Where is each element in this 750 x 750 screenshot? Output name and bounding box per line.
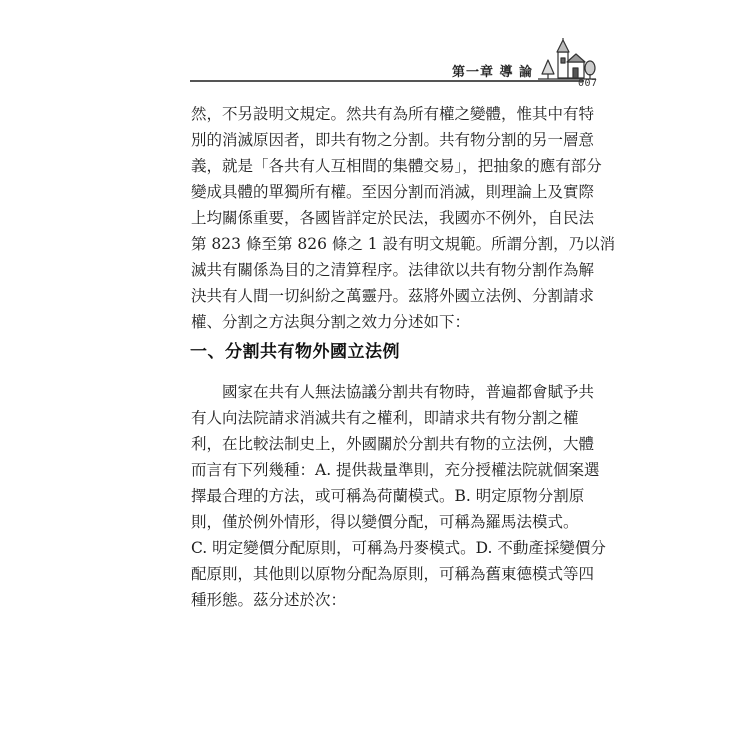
text-line: 第 823 條至第 826 條之 1 設有明文規範。所謂分割，乃以消 (191, 235, 616, 253)
text-line: 而言有下列幾種：A. 提供裁量準則，充分授權法院就個案選 (191, 461, 600, 479)
text-line: 權、分割之方法與分割之效力分述如下： (191, 313, 471, 331)
church-icon (536, 38, 596, 82)
text-line: 則，僅於例外情形，得以變價分配，可稱為羅馬法模式。 (191, 513, 579, 531)
text-line: 滅共有關係為目的之清算程序。法律欲以共有物分割作為解 (191, 261, 595, 279)
text-line: 國家在共有人無法協議分割共有物時，普遍都會賦予共 (222, 383, 595, 401)
text-line: 利，在比較法制史上，外國關於分割共有物的立法例，大體 (191, 435, 595, 453)
text-line: 配原則，其他則以原物分配為原則，可稱為舊東德模式等四 (191, 565, 595, 583)
running-header-title: 第一章 導 論 (452, 65, 534, 80)
text-line: C. 明定變價分配原則，可稱為丹麥模式。D. 不動產採變價分 (191, 539, 606, 557)
text-line: 變成具體的單獨所有權。至因分割而消滅，則理論上及實際 (191, 183, 595, 201)
header-rule (190, 80, 584, 82)
text-line: 義，就是「各共有人互相間的集體交易」，把抽象的應有部分 (191, 157, 602, 175)
text-line: 種形態。茲分述於次： (191, 591, 347, 609)
text-line: 擇最合理的方法，或可稱為荷蘭模式。B. 明定原物分割原 (191, 487, 585, 505)
text-line: 然，不另設明文規定。然共有為所有權之變體，惟其中有特 (191, 105, 595, 123)
text-line: 別的消滅原因者，即共有物之分割。共有物分割的另一層意 (191, 131, 595, 149)
text-line: 上均關係重要，各國皆詳定於民法，我國亦不例外，自民法 (191, 209, 595, 227)
text-line: 決共有人間一切糾紛之萬靈丹。茲將外國立法例、分割請求 (191, 287, 595, 305)
text-line: 有人向法院請求消滅共有之權利，即請求共有物分割之權 (191, 409, 579, 427)
section-heading: 一、分割共有物外國立法例 (190, 342, 400, 362)
page-number: 007 (578, 78, 598, 89)
